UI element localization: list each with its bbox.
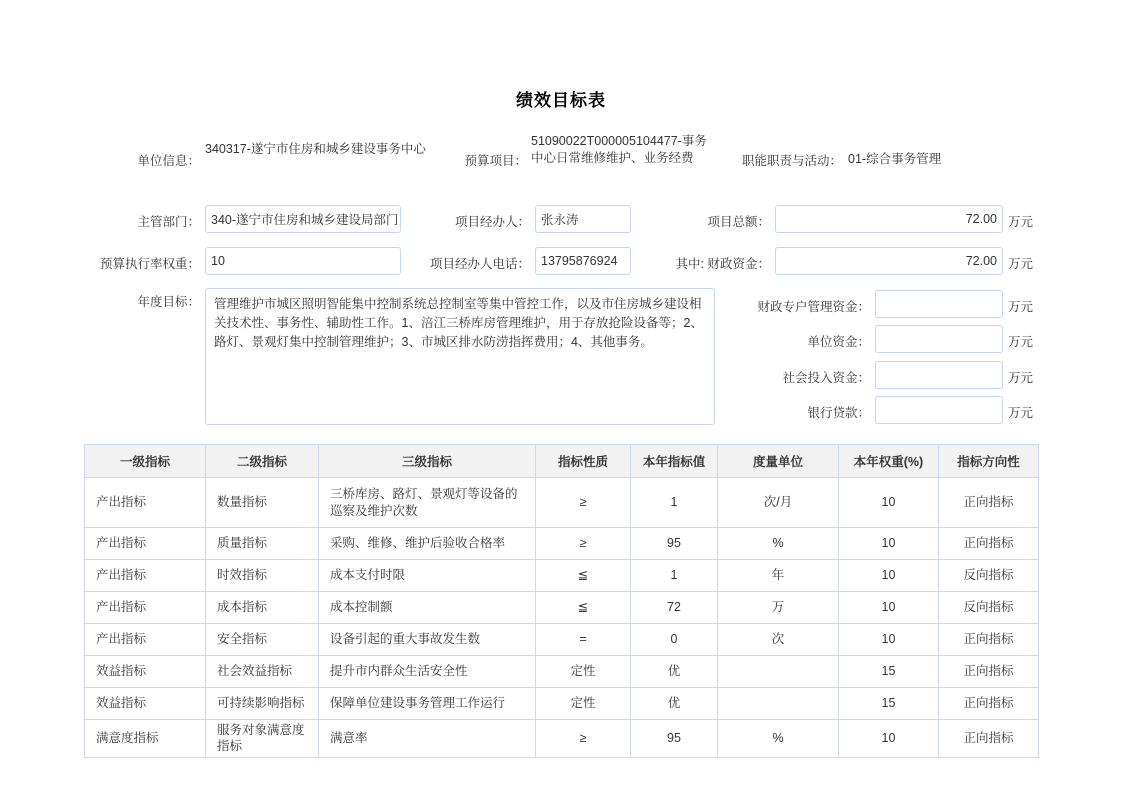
table-cell: 质量指标 xyxy=(206,528,319,560)
table-cell: 效益指标 xyxy=(85,688,206,720)
table-row xyxy=(85,624,1039,656)
unit-funds-input[interactable] xyxy=(875,325,1003,353)
annual-goal-label: 年度目标： xyxy=(137,295,200,309)
special-account-funds-input[interactable] xyxy=(875,290,1003,318)
table-cell: 成本支付时限 xyxy=(319,560,536,592)
handler-phone-input[interactable]: 13795876924 xyxy=(535,247,631,275)
table-cell xyxy=(718,656,839,688)
table-cell: 正向指标 xyxy=(939,688,1039,720)
table-cell: 10 xyxy=(839,592,939,624)
table-cell: 正向指标 xyxy=(939,478,1039,528)
bank-loan-input[interactable] xyxy=(875,396,1003,424)
fiscal-funds-input[interactable]: 72.00 xyxy=(775,247,1003,275)
header-level3: 三级指标 xyxy=(319,445,536,478)
table-cell: 10 xyxy=(839,528,939,560)
table-cell: 社会效益指标 xyxy=(206,656,319,688)
unit-funds-label: 单位资金： xyxy=(807,335,870,349)
table-cell: 产出指标 xyxy=(85,478,206,528)
fiscal-funds-label: 其中: 财政资金： xyxy=(675,257,770,271)
fiscal-funds-unit: 万元 xyxy=(1008,257,1034,271)
special-account-funds-label: 财政专户管理资金： xyxy=(757,300,870,314)
table-cell: 效益指标 xyxy=(85,656,206,688)
table-cell: 产出指标 xyxy=(85,624,206,656)
table-cell: 15 xyxy=(839,656,939,688)
table-cell xyxy=(718,688,839,720)
bank-loan-unit: 万元 xyxy=(1008,406,1034,420)
social-investment-unit: 万元 xyxy=(1008,371,1034,385)
table-cell: 满意率 xyxy=(319,720,536,758)
table-cell: 优 xyxy=(631,656,718,688)
table-cell: 提升市内群众生活安全性 xyxy=(319,656,536,688)
project-handler-label: 项目经办人： xyxy=(454,215,530,229)
header-unit: 度量单位 xyxy=(718,445,839,478)
handler-phone-label: 项目经办人电话： xyxy=(429,257,530,271)
table-cell: ≥ xyxy=(536,528,631,560)
table-cell: ≦ xyxy=(536,592,631,624)
header-weight: 本年权重(%) xyxy=(839,445,939,478)
table-cell: 万 xyxy=(718,592,839,624)
header-level1: 一级指标 xyxy=(85,445,206,478)
table-cell: 72 xyxy=(631,592,718,624)
table-cell: 时效指标 xyxy=(206,560,319,592)
table-cell: 1 xyxy=(631,478,718,528)
function-activity-value: 01-综合事务管理 xyxy=(848,152,942,166)
table-cell: = xyxy=(536,624,631,656)
table-row xyxy=(85,478,1039,528)
table-row xyxy=(85,688,1039,720)
table-cell: 10 xyxy=(839,478,939,528)
supervisor-dept-label: 主管部门： xyxy=(137,215,200,229)
unit-funds-unit: 万元 xyxy=(1008,335,1034,349)
social-investment-input[interactable] xyxy=(875,361,1003,389)
table-cell: 10 xyxy=(839,560,939,592)
table-cell: 15 xyxy=(839,688,939,720)
table-row xyxy=(85,528,1039,560)
social-investment-label: 社会投入资金： xyxy=(782,371,870,385)
function-activity-label: 职能职责与活动： xyxy=(741,154,842,168)
table-row xyxy=(85,720,1039,758)
table-cell: ≥ xyxy=(536,478,631,528)
project-total-input[interactable]: 72.00 xyxy=(775,205,1003,233)
table-cell: 定性 xyxy=(536,656,631,688)
indicator-table-body xyxy=(85,478,1039,758)
table-cell: 次 xyxy=(718,624,839,656)
table-row xyxy=(85,560,1039,592)
table-cell: 年 xyxy=(718,560,839,592)
special-account-funds-unit: 万元 xyxy=(1008,300,1034,314)
table-cell: 95 xyxy=(631,720,718,758)
table-row xyxy=(85,656,1039,688)
table-cell: 次/月 xyxy=(718,478,839,528)
table-cell: 服务对象满意度指标 xyxy=(206,720,319,758)
table-cell: 10 xyxy=(839,720,939,758)
table-cell: 产出指标 xyxy=(85,528,206,560)
project-total-label: 项目总额： xyxy=(707,215,770,229)
table-cell: 正向指标 xyxy=(939,720,1039,758)
table-cell: 满意度指标 xyxy=(85,720,206,758)
bank-loan-label: 银行贷款： xyxy=(807,406,870,420)
header-direction: 指标方向性 xyxy=(939,445,1039,478)
table-cell: ≦ xyxy=(536,560,631,592)
table-cell: 1 xyxy=(631,560,718,592)
table-cell: 产出指标 xyxy=(85,560,206,592)
table-cell: 设备引起的重大事故发生数 xyxy=(319,624,536,656)
indicator-table xyxy=(84,444,1039,758)
table-row xyxy=(85,592,1039,624)
table-cell: % xyxy=(718,528,839,560)
budget-project-value: 51090022T000005104477-事务中心日常维修维护、业务经费 xyxy=(531,134,707,165)
table-cell: 成本控制额 xyxy=(319,592,536,624)
header-target-value: 本年指标值 xyxy=(631,445,718,478)
table-header-row xyxy=(85,445,1039,478)
table-cell: 0 xyxy=(631,624,718,656)
page-title: 绩效目标表 xyxy=(516,91,606,110)
project-handler-input[interactable]: 张永涛 xyxy=(535,205,631,233)
table-cell: 反向指标 xyxy=(939,592,1039,624)
header-level2: 二级指标 xyxy=(206,445,319,478)
table-cell: 保障单位建设事务管理工作运行 xyxy=(319,688,536,720)
table-cell: 成本指标 xyxy=(206,592,319,624)
table-cell: ≥ xyxy=(536,720,631,758)
table-cell: 定性 xyxy=(536,688,631,720)
header-nature: 指标性质 xyxy=(536,445,631,478)
annual-goal-textarea[interactable]: 管理维护市城区照明智能集中控制系统总控制室等集中管控工作，以及市住房城乡建设相关技术性、事务性、辅助性工作。1、涪江三桥库房管理维护，用于存放抢险设备等；2、路灯、景观灯集中控制管理维护；3、市城区排水防涝指挥费用；4、其他事务。 xyxy=(205,288,715,425)
unit-info-value: 340317-遂宁市住房和城乡建设事务中心 xyxy=(205,142,426,156)
budget-exec-weight-input[interactable]: 10 xyxy=(205,247,401,275)
table-cell: 正向指标 xyxy=(939,528,1039,560)
budget-exec-weight-label: 预算执行率权重： xyxy=(99,257,200,271)
table-cell: 数量指标 xyxy=(206,478,319,528)
table-cell: 可持续影响指标 xyxy=(206,688,319,720)
unit-info-label: 单位信息： xyxy=(137,154,200,168)
project-total-unit: 万元 xyxy=(1008,215,1034,229)
table-cell: 反向指标 xyxy=(939,560,1039,592)
table-cell: 95 xyxy=(631,528,718,560)
budget-project-label: 预算项目： xyxy=(464,154,527,168)
table-cell: % xyxy=(718,720,839,758)
table-cell: 正向指标 xyxy=(939,624,1039,656)
table-cell: 三桥库房、路灯、景观灯等设备的巡察及维护次数 xyxy=(319,478,536,528)
table-cell: 10 xyxy=(839,624,939,656)
table-cell: 安全指标 xyxy=(206,624,319,656)
table-cell: 产出指标 xyxy=(85,592,206,624)
table-cell: 采购、维修、维护后验收合格率 xyxy=(319,528,536,560)
supervisor-dept-input[interactable]: 340-遂宁市住房和城乡建设局部门 xyxy=(205,205,401,233)
table-cell: 优 xyxy=(631,688,718,720)
table-cell: 正向指标 xyxy=(939,656,1039,688)
